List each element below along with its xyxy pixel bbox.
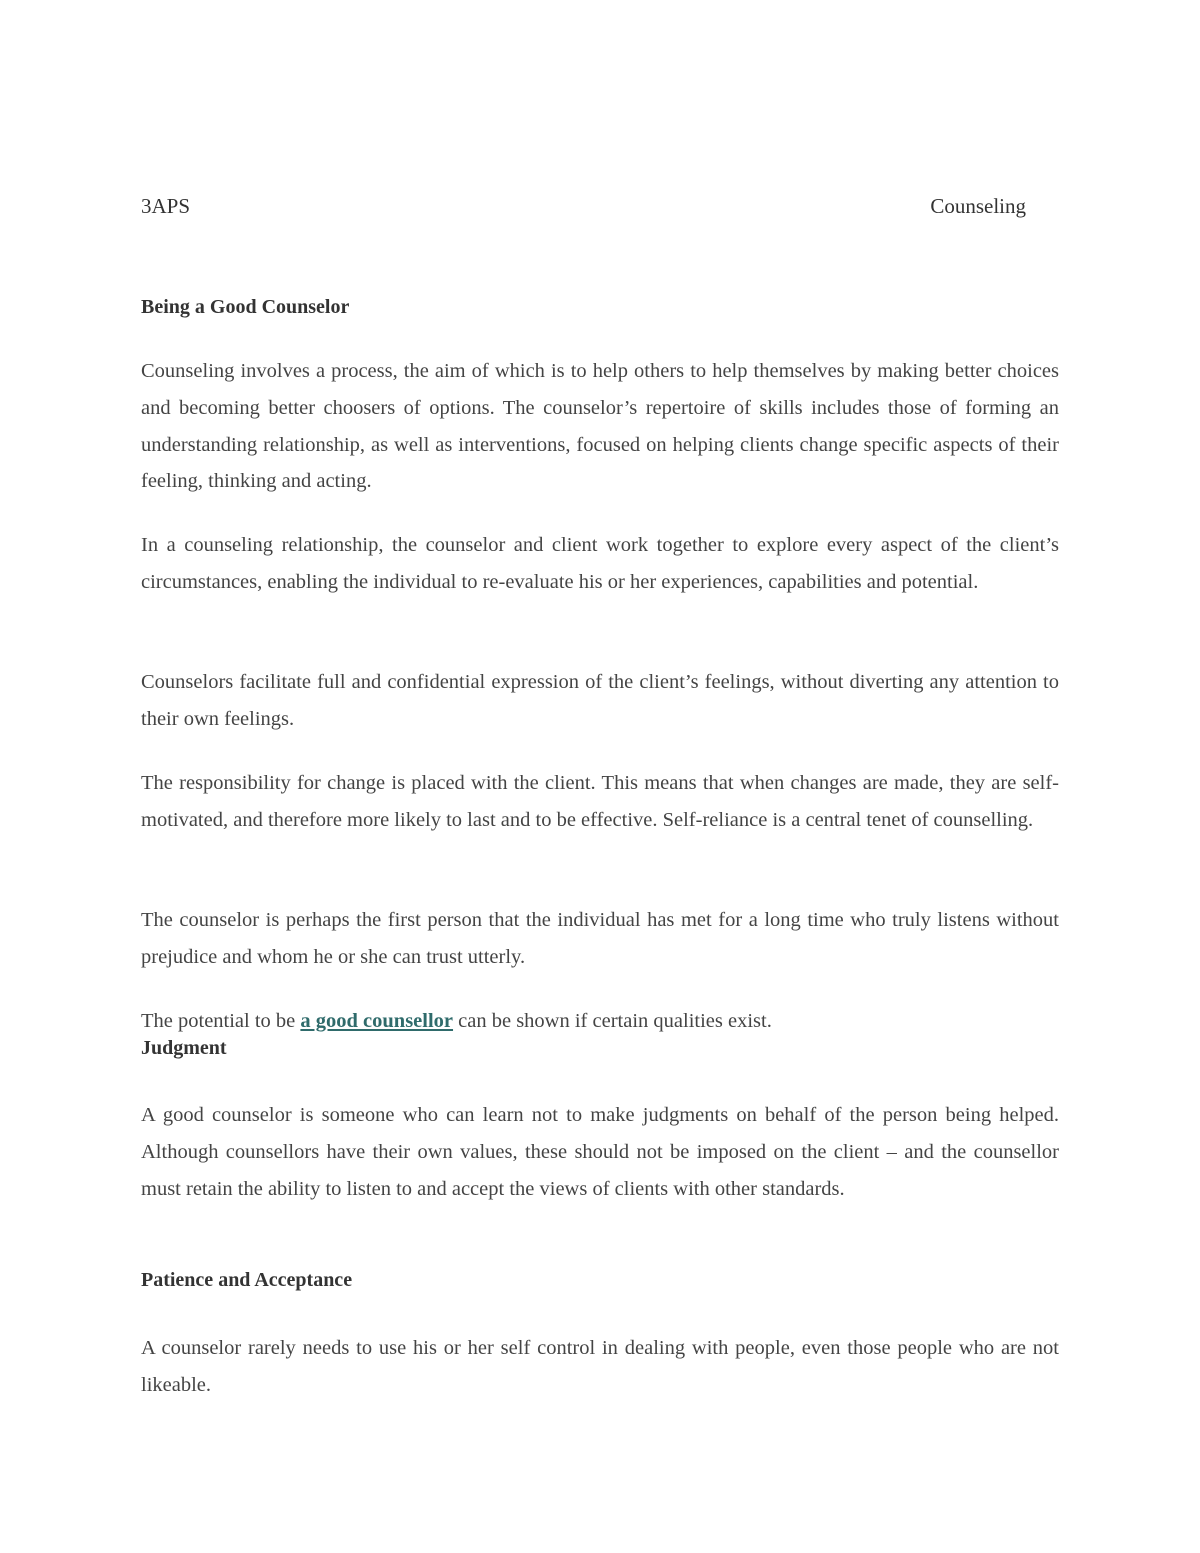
- paragraph-judgment: A good counselor is someone who can learn not to make judgments on behalf of the person being helped. Although counsellors have their own values, these should not be imposed on the client – and the counsellor must retain the ability to listen to and accept the views of clients with other standards.: [141, 1104, 1059, 1200]
- section-heading-judgment: Judgment: [141, 1037, 227, 1059]
- paragraph-patience: A counselor rarely needs to use his or her self control in dealing with people, even those people who are not likeable.: [141, 1337, 1059, 1396]
- document-title: Being a Good Counselor: [141, 296, 350, 318]
- potential-text-before: The potential to be: [141, 1010, 301, 1032]
- paragraph-intro: Counseling involves a process, the aim of which is to help others to help themselves by making better choices and becoming better choosers of options. The counselor’s repertoire of skills includes those of forming an understanding relationship, as well as interventions, focused on helping clients change specific aspects of their feeling, thinking and acting.: [141, 360, 1059, 493]
- header-left-text: 3APS: [141, 194, 191, 218]
- paragraph-potential: [141, 1003, 1059, 1040]
- page-header: [141, 192, 1026, 220]
- paragraph-expression: Counselors facilitate full and confidential expression of the client’s feelings, without diverting any attention to their own feelings.: [141, 671, 1059, 730]
- paragraph-responsibility: The responsibility for change is placed with the client. This means that when changes are made, they are self-motivated, and therefore more likely to last and to be effective. Self-reliance is a central tenet of counselling.: [141, 772, 1059, 831]
- header-right-text: Counseling: [930, 194, 1026, 218]
- potential-text-after: can be shown if certain qualities exist.: [453, 1010, 772, 1032]
- paragraph-relationship: In a counseling relationship, the counselor and client work together to explore every aspect of the client’s circumstances, enabling the individual to re-evaluate his or her experiences, capabilities and potential.: [141, 534, 1059, 593]
- good-counsellor-link[interactable]: a good counsellor: [300, 1010, 454, 1032]
- paragraph-listener: The counselor is perhaps the first person that the individual has met for a long time who truly listens without prejudice and whom he or she can trust utterly.: [141, 909, 1059, 968]
- section-heading-patience: Patience and Acceptance: [141, 1269, 353, 1291]
